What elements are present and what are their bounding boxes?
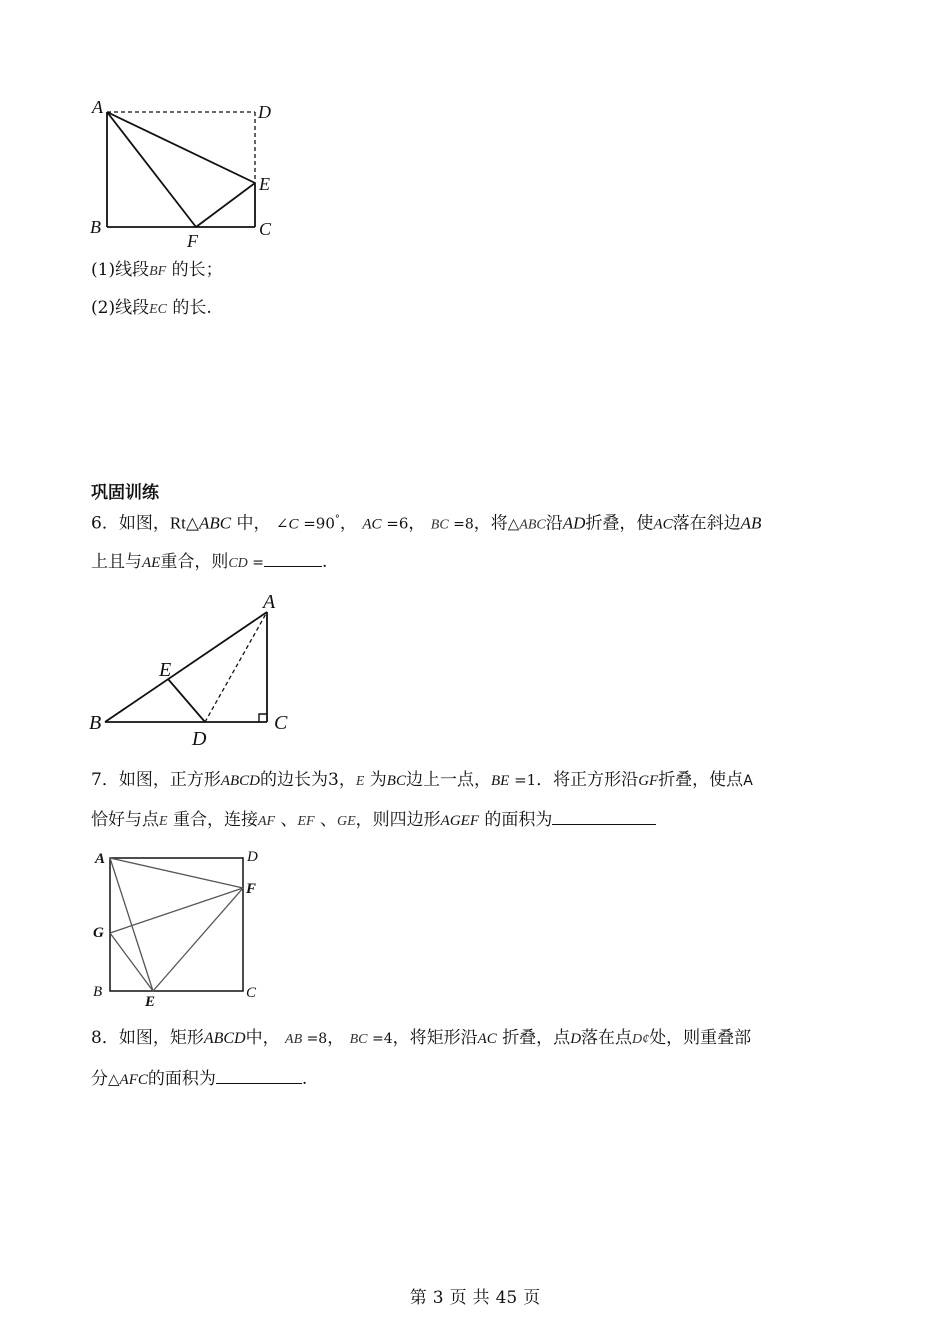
label-G: G <box>93 925 104 941</box>
label-D: D <box>258 102 271 122</box>
label-F: F <box>187 231 198 251</box>
edge-FE <box>196 183 255 227</box>
edge-AB <box>105 612 267 722</box>
segment-AE <box>110 858 153 991</box>
label-A: A <box>95 851 106 867</box>
segment-AF <box>110 858 243 888</box>
dashed-edge-AD <box>205 612 267 722</box>
square-ABCD <box>110 858 243 991</box>
label-A: A <box>263 591 276 613</box>
label-E: E <box>145 994 156 1010</box>
q5-part2: (2)线段EC 的长. <box>91 298 212 318</box>
q7-answer-blank[interactable] <box>552 806 656 825</box>
q6-answer-blank[interactable] <box>264 548 322 567</box>
label-E: E <box>159 659 172 681</box>
section-title: 巩固训练 <box>91 483 159 503</box>
label-C: C <box>274 712 288 734</box>
label-E: E <box>259 174 270 194</box>
figure-square-fold <box>85 845 275 1010</box>
q7-line2: 恰好与点E 重合，连接AF 、EF 、GE，则四边形AGEF 的面积为 <box>91 806 656 834</box>
label-B: B <box>93 984 103 1000</box>
label-D: D <box>192 728 207 748</box>
right-angle-mark <box>259 714 267 722</box>
label-F: F <box>246 881 257 897</box>
label-D: D <box>247 849 258 865</box>
page-number: 3 <box>432 1288 444 1308</box>
edge-AE <box>107 112 255 183</box>
figure-rectangle-fold <box>85 95 285 255</box>
q6-line2: 上且与AE重合，则CD = . <box>91 548 327 576</box>
q8-line1: 8．如图，矩形ABCD中， AB =8， BC =4，将矩形沿AC 折叠，点D落在点D¢处，则重叠部 <box>91 1028 752 1048</box>
label-B: B <box>90 217 101 237</box>
label-C: C <box>246 985 257 1001</box>
q8-line2: 分△AFC的面积为 . <box>91 1065 307 1092</box>
label-A: A <box>92 97 103 117</box>
q6-line1: 6．如图，Rt△ABC 中， ∠C =90°， AC =6， BC =8，将△ABC沿AD折叠，使AC落在斜边AB <box>91 513 762 534</box>
edge-ED <box>168 679 205 722</box>
edge-AF <box>107 112 196 227</box>
q8-answer-blank[interactable] <box>216 1065 302 1084</box>
segment-GE <box>110 933 153 991</box>
page-footer: 第 3 页 共 45 页 <box>409 1288 541 1308</box>
label-C: C <box>259 219 272 239</box>
figure-triangle-fold <box>85 588 305 748</box>
total-pages: 45 <box>495 1288 518 1308</box>
q5-part1: (1)线段BF 的长； <box>91 260 223 280</box>
label-B: B <box>89 712 102 734</box>
q7-line1: 7．如图，正方形ABCD的边长为3，E 为BC边上一点，BE =1．将正方形沿GF折叠，使点A <box>91 770 753 790</box>
